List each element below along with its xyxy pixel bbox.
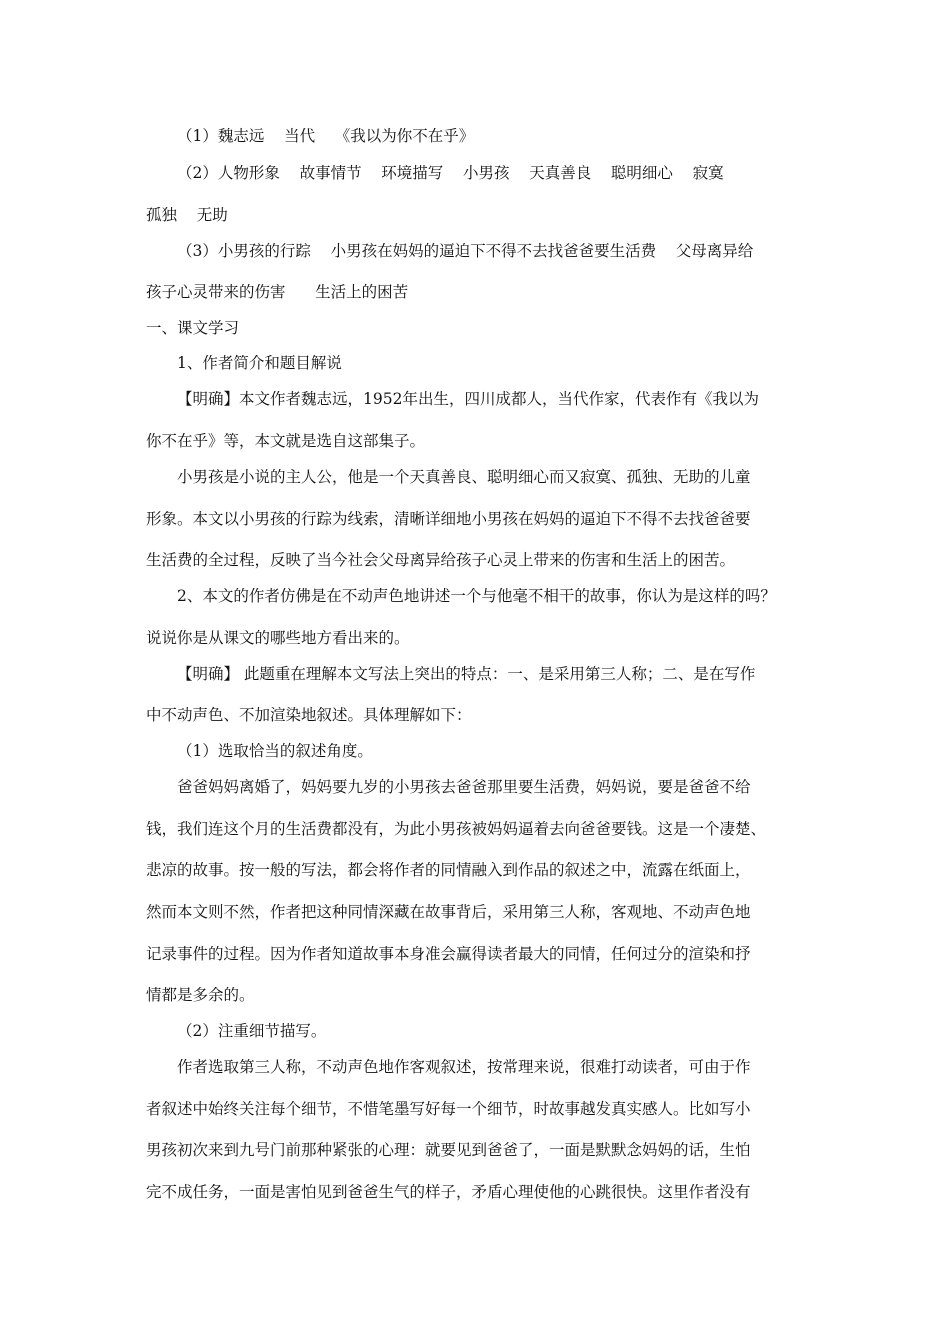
paragraph-line: 爸爸妈妈离婚了，妈妈要九岁的小男孩去爸爸那里要生活费，妈妈说，要是爸爸不给 [177, 778, 751, 796]
paragraph-line: 生活费的全过程，反映了当今社会父母离异给孩子心灵上带来的伤害和生活上的困苦。 [146, 551, 736, 569]
paragraph-line: 然而本文则不然，作者把这种同情深藏在故事背后，采用第三人称，客观地、不动声色地 [146, 903, 751, 921]
paragraph-line: 【明确】本文作者魏志远，1952年出生，四川成都人，当代作家，代表作有《我以为 [177, 390, 759, 408]
answer-line-3: （3）小男孩的行踪 小男孩在妈妈的逼迫下不得不去找爸爸要生活费 父母离异给 [177, 242, 754, 260]
subheading-1: 1、作者简介和题目解说 [177, 354, 342, 372]
paragraph-line: 男孩初次来到九号门前那种紧张的心理：就要见到爸爸了，一面是默默念妈妈的话，生怕 [146, 1141, 751, 1159]
answer-line-3-cont: 孩子心灵带来的伤害 生活上的困苦 [146, 283, 409, 301]
answer-line-2: （2）人物形象 故事情节 环境描写 小男孩 天真善良 聪明细心 寂寞 [177, 164, 724, 182]
question-2: 2、本文的作者仿佛是在不动声色地讲述一个与他毫不相干的故事，你认为是这样的吗？ [177, 587, 776, 605]
paragraph-line: 【明确】 此题重在理解本文写法上突出的特点：一、是采用第三人称；二、是在写作 [177, 665, 756, 683]
question-2-cont: 说说你是从课文的哪些地方看出来的。 [146, 629, 410, 647]
point-1-heading: （1）选取恰当的叙述角度。 [177, 742, 373, 760]
paragraph-line: 情都是多余的。 [146, 986, 255, 1004]
paragraph-line: 中不动声色、不加渲染地叙述。具体理解如下： [146, 706, 472, 724]
paragraph-line: 钱，我们连这个月的生活费都没有，为此小男孩被妈妈逼着去向爸爸要钱。这是一个凄楚、 [146, 820, 767, 838]
paragraph-line: 者叙述中始终关注每个细节，不惜笔墨写好每一个细节，时故事越发真实感人。比如写小 [146, 1100, 751, 1118]
paragraph-line: 记录事件的过程。因为作者知道故事本身准会赢得读者最大的同情，任何过分的渲染和抒 [146, 945, 751, 963]
paragraph-line: 小男孩是小说的主人公，他是一个天真善良、聪明细心而又寂寞、孤独、无助的儿童 [177, 468, 751, 486]
answer-line-1: （1）魏志远 当代 《我以为你不在乎》 [177, 127, 475, 145]
paragraph-line: 作者选取第三人称，不动声色地作客观叙述，按常理来说，很难打动读者，可由于作 [177, 1058, 751, 1076]
paragraph-line: 你不在乎》等，本文就是选自这部集子。 [146, 432, 426, 450]
answer-line-2-cont: 孤独 无助 [146, 206, 228, 224]
section-heading: 一、课文学习 [146, 319, 240, 337]
paragraph-line: 完不成任务，一面是害怕见到爸爸生气的样子，矛盾心理使他的心跳很快。这里作者没有 [146, 1183, 751, 1201]
point-2-heading: （2）注重细节描写。 [177, 1022, 327, 1040]
paragraph-line: 形象。本文以小男孩的行踪为线索，清晰详细地小男孩在妈妈的逼迫下不得不去找爸爸要 [146, 510, 751, 528]
paragraph-line: 悲凉的故事。按一般的写法，都会将作者的同情融入到作品的叙述之中，流露在纸面上， [146, 861, 751, 879]
